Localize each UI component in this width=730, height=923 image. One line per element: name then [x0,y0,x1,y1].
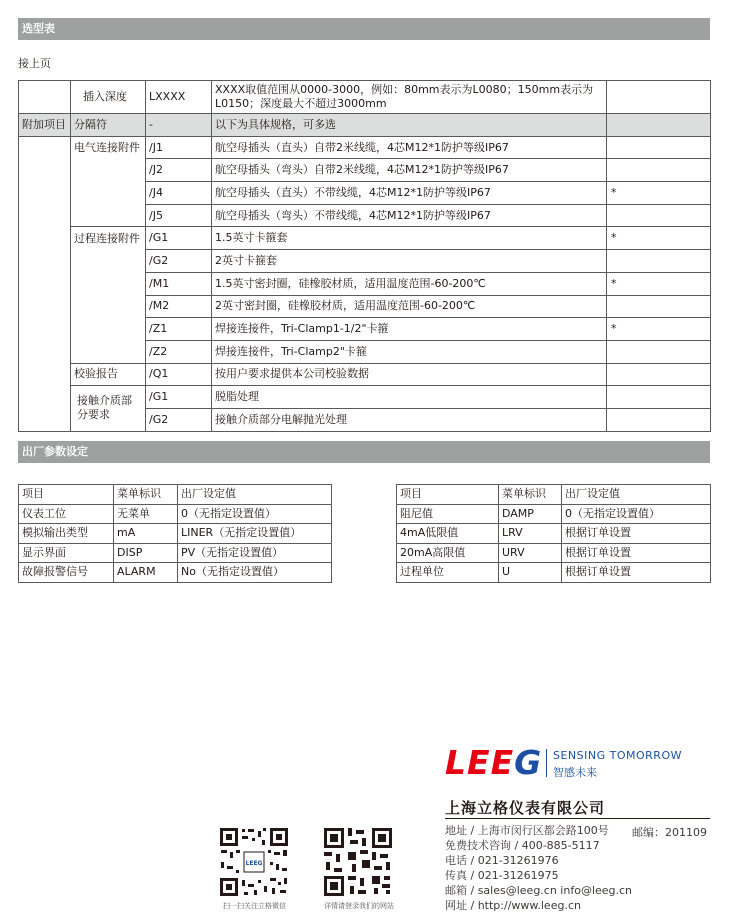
website-qr-caption: 详情请登录我们的网站 [324,902,394,910]
table-cell [19,340,71,363]
column-header: 菜单标识 [499,485,562,505]
table-cell [71,204,146,227]
table-cell [607,204,711,227]
table-cell [607,159,711,182]
table-cell: * [607,182,711,205]
table-row [19,504,332,524]
table-cell: /M1 [146,272,212,295]
table-row [19,114,711,137]
table-cell: LRV [499,524,562,544]
divider [445,818,710,819]
table-cell: /Q1 [146,363,212,386]
table-row [19,182,711,205]
table-cell [71,250,146,273]
table-cell [607,386,711,409]
logo-divider [546,749,547,777]
table-row [19,204,711,227]
table-cell: - [146,114,212,137]
table-row [19,272,711,295]
table-cell: 仪表工位 [19,504,114,524]
table-row [19,81,711,114]
contact-postcode: 邮编：201109 [632,826,707,839]
contact-address: 地址 / 上海市闵行区都会路100号 [445,824,609,837]
table-cell [607,250,711,273]
table-cell [71,340,146,363]
contact-hotline: 免费技术咨询 / 400-885-5117 [445,839,600,852]
table-row [19,340,711,363]
table-cell: 脱脂处理 [212,386,607,409]
svg-text:LEEG: LEEG [245,860,263,867]
contact-fax: 传真 / 021-31261975 [445,869,559,882]
table-row [19,159,711,182]
table-cell: /Z1 [146,318,212,341]
selection-section-header: 选型表 [18,18,710,40]
table-row [19,318,711,341]
table-cell: 接触介质部分电解抛光处理 [212,408,607,431]
table-cell [607,295,711,318]
table-cell [607,136,711,159]
company-logo [445,745,695,781]
table-cell [71,159,146,182]
table-cell: 航空母插头（弯头）不带线缆，4芯M12*1防护等级IP67 [212,204,607,227]
table-cell: /G1 [146,386,212,409]
table-cell [19,295,71,318]
table-cell: 模拟输出类型 [19,524,114,544]
table-cell: 过程单位 [397,563,499,583]
table-row [397,504,711,524]
table-cell [19,272,71,295]
table-cell: DISP [114,543,178,563]
table-cell: 阻尼值 [397,504,499,524]
table-row [19,363,711,386]
table-cell: /J4 [146,182,212,205]
table-cell: /J1 [146,136,212,159]
table-cell: LINER（无指定设置值） [178,524,332,544]
logo-tagline-en: SENSING TOMORROW [553,749,682,762]
table-cell [19,182,71,205]
wechat-qr-code[interactable] [218,826,290,898]
table-cell [19,204,71,227]
table-cell [71,295,146,318]
table-cell: 0（无指定设置值） [562,504,711,524]
table-cell: 以下为具体规格，可多选 [212,114,607,137]
table-cell: 1.5英寸密封圈，硅橡胶材质，适用温度范围-60-200℃ [212,272,607,295]
table-cell: 航空母插头（直头）自带2米线缆，4芯M12*1防护等级IP67 [212,136,607,159]
table-row [19,250,711,273]
table-cell [607,114,711,137]
table-cell: 焊接连接件，Tri-Clamp1-1/2"卡箍 [212,318,607,341]
table-cell: LXXXX [146,81,212,114]
table-cell [19,386,71,409]
table-cell: 4mA低限值 [397,524,499,544]
table-cell: 显示界面 [19,543,114,563]
table-cell [607,81,711,114]
factory-settings-table-left [18,484,332,583]
column-header: 项目 [19,485,114,505]
table-cell [71,318,146,341]
table-cell [19,159,71,182]
table-cell [19,250,71,273]
table-row [19,563,332,583]
table-cell: PV（无指定设置值） [178,543,332,563]
table-cell: 根据订单设置 [562,543,711,563]
table-header-row [19,485,332,505]
table-cell: XXXX取值范围从0000-3000，例如：80mm表示为L0080；150mm表示为L0150；深度最大不超过3000mm [212,81,607,114]
table-cell [19,136,71,159]
table-cell: DAMP [499,504,562,524]
factory-section-header: 出厂参数设定 [18,441,710,463]
table-header-row [397,485,711,505]
table-cell: 过程连接附件 [71,227,146,250]
table-cell [71,182,146,205]
table-cell: /J2 [146,159,212,182]
column-header: 出厂设定值 [178,485,332,505]
company-name: 上海立格仪表有限公司 [445,799,606,817]
table-cell: /G2 [146,408,212,431]
table-cell: 0（无指定设置值） [178,504,332,524]
table-cell: 焊接连接件，Tri-Clamp2"卡箍 [212,340,607,363]
table-cell: * [607,227,711,250]
table-cell: * [607,318,711,341]
factory-settings-table-right [396,484,711,583]
table-cell: mA [114,524,178,544]
contact-website[interactable]: 网址 / http://www.leeg.cn [445,899,581,912]
table-row [19,227,711,250]
table-cell: 2英寸密封圈，硅橡胶材质，适用温度范围-60-200℃ [212,295,607,318]
website-qr-code[interactable] [322,826,394,898]
table-cell: 1.5英寸卡箍套 [212,227,607,250]
table-cell: 无菜单 [114,504,178,524]
column-header: 出厂设定值 [562,485,711,505]
table-cell [19,363,71,386]
logo-wordmark-main: LEE [445,743,515,782]
table-cell: 电气连接附件 [71,136,146,159]
logo-wordmark-g: G [514,743,543,782]
column-header: 菜单标识 [114,485,178,505]
wechat-qr-caption: 扫一扫关注立格微信 [223,902,286,910]
table-cell [71,272,146,295]
table-cell: 根据订单设置 [562,524,711,544]
table-cell: /Z2 [146,340,212,363]
table-cell [19,227,71,250]
table-cell: U [499,563,562,583]
table-row [397,524,711,544]
contact-email[interactable]: 邮箱 / sales@leeg.cn info@leeg.cn [445,884,633,897]
table-cell [607,363,711,386]
table-cell: 插入深度 [71,81,146,114]
logo-tagline-cn: 智感未来 [553,766,597,779]
table-cell: * [607,272,711,295]
table-cell [19,408,71,431]
selection-table [18,80,711,432]
table-cell [607,408,711,431]
table-cell: 故障报警信号 [19,563,114,583]
table-cell: 接触介质部分要求 [71,386,146,431]
contact-phone: 电话 / 021-31261976 [445,854,559,867]
continued-label: 接上页 [18,57,51,70]
table-cell: 附加项目 [19,114,71,137]
table-row [19,524,332,544]
table-row [19,386,711,409]
table-cell: /M2 [146,295,212,318]
table-cell: No（无指定设置值） [178,563,332,583]
table-cell: /G2 [146,250,212,273]
table-cell [19,81,71,114]
table-cell [19,318,71,341]
table-row [19,136,711,159]
table-cell: ALARM [114,563,178,583]
table-cell: 根据订单设置 [562,563,711,583]
table-cell: 20mA高限值 [397,543,499,563]
table-row [397,543,711,563]
table-cell: 校验报告 [71,363,146,386]
table-cell: 分隔符 [71,114,146,137]
table-cell: 航空母插头（弯头）自带2米线缆，4芯M12*1防护等级IP67 [212,159,607,182]
table-cell: /J5 [146,204,212,227]
table-cell: 航空母插头（直头）不带线缆，4芯M12*1防护等级IP67 [212,182,607,205]
table-row [19,295,711,318]
table-cell: 按用户要求提供本公司校验数据 [212,363,607,386]
table-cell [607,340,711,363]
table-cell: /G1 [146,227,212,250]
table-cell: URV [499,543,562,563]
logo-wordmark [445,745,542,781]
table-row [19,543,332,563]
column-header: 项目 [397,485,499,505]
table-cell: 2英寸卡箍套 [212,250,607,273]
table-row [397,563,711,583]
